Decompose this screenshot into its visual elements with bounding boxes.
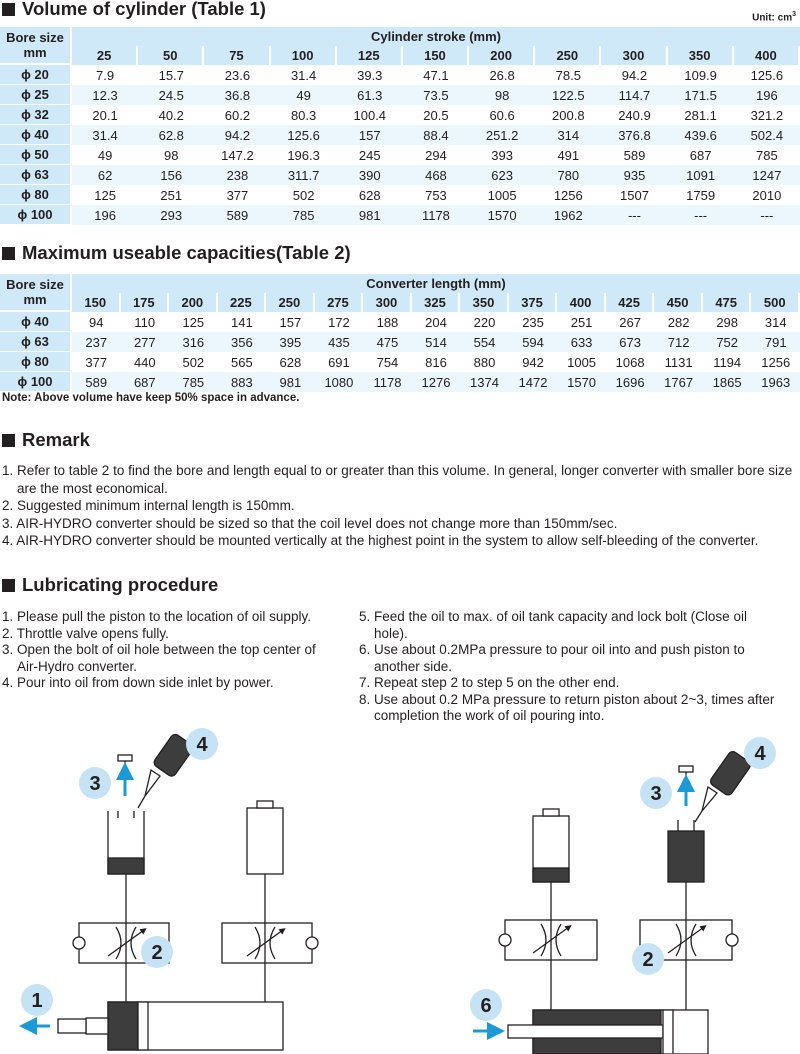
value-cell: 491 bbox=[535, 145, 601, 165]
value-cell: 20.5 bbox=[403, 105, 469, 125]
value-cell: 78.5 bbox=[535, 65, 601, 85]
value-cell: 377 bbox=[204, 185, 270, 205]
table-row bbox=[0, 125, 800, 145]
value-cell: 435 bbox=[315, 332, 364, 352]
lubricating-steps-left bbox=[2, 609, 332, 692]
value-cell: 47.1 bbox=[403, 65, 469, 85]
svg-text:4: 4 bbox=[754, 743, 766, 765]
column-group-header: Cylinder stroke (mm) bbox=[72, 27, 800, 46]
svg-text:6: 6 bbox=[480, 995, 492, 1017]
remark-item: 4. AIR-HYDRO converter should be mounted vertically at the highest point in the system to allow self-bleeding of the converter. bbox=[2, 533, 759, 548]
value-cell: 15.7 bbox=[138, 65, 204, 85]
value-cell: 1247 bbox=[734, 165, 800, 185]
lubricating-steps-right bbox=[359, 609, 784, 725]
table-row bbox=[0, 352, 800, 372]
value-cell: 80.3 bbox=[271, 105, 337, 125]
value-cell: 981 bbox=[266, 372, 315, 392]
value-cell: 196 bbox=[72, 205, 138, 225]
value-cell: 356 bbox=[218, 332, 267, 352]
column-header: 125 bbox=[337, 46, 403, 65]
value-cell: 12.3 bbox=[72, 85, 138, 105]
bore-cell: ϕ 100 bbox=[0, 372, 72, 392]
column-header: 200 bbox=[169, 293, 218, 312]
value-cell: 110 bbox=[121, 312, 170, 332]
value-cell: 311.7 bbox=[271, 165, 337, 185]
column-header: 250 bbox=[266, 293, 315, 312]
row-header: Bore size mm bbox=[0, 27, 72, 65]
value-cell: 468 bbox=[403, 165, 469, 185]
value-cell: 633 bbox=[557, 332, 606, 352]
cylinder-right bbox=[508, 1010, 708, 1054]
value-cell: 816 bbox=[412, 352, 461, 372]
table2-title: Maximum useable capacities(Table 2) bbox=[2, 242, 351, 264]
column-header: 400 bbox=[734, 46, 800, 65]
throttle-valve-left-b bbox=[222, 923, 318, 963]
remark-title: Remark bbox=[2, 429, 90, 451]
lubricating-step: 1. Please pull the piston to the location of oil supply. bbox=[2, 609, 311, 624]
value-cell: 785 bbox=[271, 205, 337, 225]
column-header: 300 bbox=[601, 46, 667, 65]
value-cell: 1759 bbox=[668, 185, 734, 205]
value-cell: 376.8 bbox=[601, 125, 667, 145]
value-cell: 935 bbox=[601, 165, 667, 185]
bore-cell: ϕ 80 bbox=[0, 185, 72, 205]
svg-text:3: 3 bbox=[650, 783, 662, 805]
value-cell: 390 bbox=[337, 165, 403, 185]
bore-cell: ϕ 80 bbox=[0, 352, 72, 372]
column-header: 300 bbox=[363, 293, 412, 312]
value-cell: 238 bbox=[204, 165, 270, 185]
value-cell: 196 bbox=[734, 85, 800, 105]
value-cell: 942 bbox=[509, 352, 558, 372]
value-cell: 26.8 bbox=[469, 65, 535, 85]
table2-note: Note: Above volume have keep 50% space in advance. bbox=[2, 392, 300, 404]
column-header: 200 bbox=[469, 46, 535, 65]
table-row bbox=[0, 145, 800, 165]
table-row bbox=[0, 65, 800, 85]
value-cell: 440 bbox=[121, 352, 170, 372]
lubricating-step: 6. Use about 0.2MPa pressure to pour oil into and push piston to another side. bbox=[359, 642, 745, 674]
bore-cell: ϕ 32 bbox=[0, 105, 72, 125]
step-badge-3 bbox=[79, 767, 111, 799]
lubricating-step: 4. Pour into oil from down side inlet by power. bbox=[2, 675, 274, 690]
lubricating-title: Lubricating procedure bbox=[2, 574, 218, 596]
value-cell: 754 bbox=[363, 352, 412, 372]
value-cell: 157 bbox=[337, 125, 403, 145]
value-cell: 157 bbox=[266, 312, 315, 332]
throttle-valve-right-a bbox=[499, 920, 597, 960]
value-cell: 245 bbox=[337, 145, 403, 165]
svg-text:3: 3 bbox=[89, 773, 101, 795]
value-cell: 589 bbox=[601, 145, 667, 165]
value-cell: 1080 bbox=[315, 372, 364, 392]
value-cell: 235 bbox=[509, 312, 558, 332]
value-cell: 114.7 bbox=[601, 85, 667, 105]
value-cell: 752 bbox=[703, 332, 752, 352]
oil-bolt-left bbox=[118, 755, 132, 761]
oil-bolt-right bbox=[679, 766, 693, 772]
value-cell: 88.4 bbox=[403, 125, 469, 145]
value-cell: 98 bbox=[138, 145, 204, 165]
value-cell: 880 bbox=[460, 352, 509, 372]
bore-cell: ϕ 100 bbox=[0, 205, 72, 225]
value-cell: 49 bbox=[72, 145, 138, 165]
value-cell: 94 bbox=[72, 312, 121, 332]
column-header: 100 bbox=[271, 46, 337, 65]
unit-label: Unit: $cm^3$ bbox=[752, 11, 796, 24]
value-cell: 321.2 bbox=[734, 105, 800, 125]
bore-cell: ϕ 40 bbox=[0, 312, 72, 332]
value-cell: 94.2 bbox=[204, 125, 270, 145]
value-cell: 293 bbox=[138, 205, 204, 225]
value-cell: 98 bbox=[469, 85, 535, 105]
value-cell: 1178 bbox=[403, 205, 469, 225]
table-row bbox=[0, 312, 800, 332]
value-cell: 237 bbox=[72, 332, 121, 352]
table-row bbox=[0, 332, 800, 352]
step-badge-4 bbox=[744, 737, 776, 769]
value-cell: 316 bbox=[169, 332, 218, 352]
lubricating-step: 7. Repeat step 2 to step 5 on the other end. bbox=[359, 675, 620, 690]
column-header: 50 bbox=[138, 46, 204, 65]
column-header: 325 bbox=[412, 293, 461, 312]
capacity-table bbox=[0, 274, 800, 392]
value-cell: 687 bbox=[121, 372, 170, 392]
value-cell: 687 bbox=[668, 145, 734, 165]
value-cell: 125.6 bbox=[271, 125, 337, 145]
row-header: Bore size mm bbox=[0, 274, 72, 312]
step-badge-6 bbox=[470, 989, 502, 1021]
value-cell: 565 bbox=[218, 352, 267, 372]
value-cell: 31.4 bbox=[72, 125, 138, 145]
value-cell: 141 bbox=[218, 312, 267, 332]
value-cell: 94.2 bbox=[601, 65, 667, 85]
bore-cell: ϕ 40 bbox=[0, 125, 72, 145]
bore-cell: ϕ 25 bbox=[0, 85, 72, 105]
converter-right-a bbox=[533, 809, 569, 882]
value-cell: 780 bbox=[535, 165, 601, 185]
section-square-icon bbox=[2, 434, 15, 447]
converter-left-b bbox=[247, 801, 283, 874]
column-header: 450 bbox=[654, 293, 703, 312]
step-badge-2 bbox=[141, 936, 173, 968]
value-cell: 200.8 bbox=[535, 105, 601, 125]
svg-text:2: 2 bbox=[151, 942, 163, 964]
value-cell: 7.9 bbox=[72, 65, 138, 85]
value-cell: 1962 bbox=[535, 205, 601, 225]
value-cell: 220 bbox=[460, 312, 509, 332]
value-cell: 100.4 bbox=[337, 105, 403, 125]
section-square-icon bbox=[2, 579, 15, 592]
value-cell: 298 bbox=[703, 312, 752, 332]
column-header: 425 bbox=[606, 293, 655, 312]
value-cell: 475 bbox=[363, 332, 412, 352]
bore-cell: ϕ 50 bbox=[0, 145, 72, 165]
table-row bbox=[0, 205, 800, 225]
column-header: 175 bbox=[121, 293, 170, 312]
value-cell: 502 bbox=[271, 185, 337, 205]
bore-cell: ϕ 63 bbox=[0, 332, 72, 352]
value-cell: 594 bbox=[509, 332, 558, 352]
value-cell: 204 bbox=[412, 312, 461, 332]
value-cell: 1696 bbox=[606, 372, 655, 392]
table-row bbox=[0, 185, 800, 205]
value-cell: 691 bbox=[315, 352, 364, 372]
value-cell: 125 bbox=[169, 312, 218, 332]
value-cell: 1472 bbox=[509, 372, 558, 392]
value-cell: 1276 bbox=[412, 372, 461, 392]
value-cell: 395 bbox=[266, 332, 315, 352]
volume-table bbox=[0, 27, 800, 225]
value-cell: 23.6 bbox=[204, 65, 270, 85]
value-cell: 883 bbox=[218, 372, 267, 392]
column-header: 75 bbox=[204, 46, 270, 65]
step-badge-2 bbox=[632, 943, 664, 975]
value-cell: 73.5 bbox=[403, 85, 469, 105]
value-cell: 589 bbox=[204, 205, 270, 225]
value-cell: 1865 bbox=[703, 372, 752, 392]
step-badge-1 bbox=[21, 984, 53, 1016]
value-cell: 502.4 bbox=[734, 125, 800, 145]
value-cell: 791 bbox=[751, 332, 800, 352]
value-cell: 1507 bbox=[601, 185, 667, 205]
svg-text:2: 2 bbox=[642, 949, 654, 971]
column-header: 475 bbox=[703, 293, 752, 312]
value-cell: 267 bbox=[606, 312, 655, 332]
value-cell: 281.1 bbox=[668, 105, 734, 125]
value-cell: 1194 bbox=[703, 352, 752, 372]
value-cell: 24.5 bbox=[138, 85, 204, 105]
column-header: 250 bbox=[535, 46, 601, 65]
lubrication-diagram bbox=[0, 728, 800, 1054]
oil-bottle-right bbox=[695, 750, 752, 822]
value-cell: 1005 bbox=[469, 185, 535, 205]
value-cell: 251.2 bbox=[469, 125, 535, 145]
value-cell: 439.6 bbox=[668, 125, 734, 145]
value-cell: 40.2 bbox=[138, 105, 204, 125]
value-cell: 61.3 bbox=[337, 85, 403, 105]
value-cell: 109.9 bbox=[668, 65, 734, 85]
column-header: 375 bbox=[509, 293, 558, 312]
value-cell: --- bbox=[668, 205, 734, 225]
value-cell: 251 bbox=[557, 312, 606, 332]
value-cell: 60.6 bbox=[469, 105, 535, 125]
value-cell: 49 bbox=[271, 85, 337, 105]
value-cell: 514 bbox=[412, 332, 461, 352]
value-cell: --- bbox=[601, 205, 667, 225]
table1-title: Volume of cylinder (Table 1) bbox=[2, 0, 266, 20]
column-header: 150 bbox=[72, 293, 121, 312]
value-cell: 628 bbox=[337, 185, 403, 205]
column-header: 25 bbox=[72, 46, 138, 65]
lubricating-step: 3. Open the bolt of oil hole between the top center of Air-Hydro converter. bbox=[2, 642, 316, 674]
value-cell: 554 bbox=[460, 332, 509, 352]
lubricating-step: 5. Feed the oil to max. of oil tank capacity and lock bolt (Close oil hole). bbox=[359, 609, 747, 641]
cylinder-left bbox=[58, 1002, 283, 1050]
value-cell: 39.3 bbox=[337, 65, 403, 85]
value-cell: 1570 bbox=[557, 372, 606, 392]
value-cell: 125 bbox=[72, 185, 138, 205]
value-cell: 1091 bbox=[668, 165, 734, 185]
value-cell: 196.3 bbox=[271, 145, 337, 165]
value-cell: 1131 bbox=[654, 352, 703, 372]
value-cell: 172 bbox=[315, 312, 364, 332]
value-cell: 1374 bbox=[460, 372, 509, 392]
column-header: 500 bbox=[751, 293, 800, 312]
table-row bbox=[0, 85, 800, 105]
bore-cell: ϕ 20 bbox=[0, 65, 72, 85]
value-cell: 393 bbox=[469, 145, 535, 165]
column-header: 400 bbox=[557, 293, 606, 312]
column-header: 225 bbox=[218, 293, 267, 312]
value-cell: 188 bbox=[363, 312, 412, 332]
bore-cell: ϕ 63 bbox=[0, 165, 72, 185]
converter-left-a bbox=[108, 811, 144, 874]
value-cell: 1963 bbox=[751, 372, 800, 392]
value-cell: 1570 bbox=[469, 205, 535, 225]
value-cell: 36.8 bbox=[204, 85, 270, 105]
value-cell: 62 bbox=[72, 165, 138, 185]
value-cell: 240.9 bbox=[601, 105, 667, 125]
value-cell: 314 bbox=[535, 125, 601, 145]
value-cell: 31.4 bbox=[271, 65, 337, 85]
value-cell: 282 bbox=[654, 312, 703, 332]
value-cell: 2010 bbox=[734, 185, 800, 205]
value-cell: 251 bbox=[138, 185, 204, 205]
value-cell: 20.1 bbox=[72, 105, 138, 125]
value-cell: --- bbox=[734, 205, 800, 225]
value-cell: 785 bbox=[169, 372, 218, 392]
step-badge-3 bbox=[640, 777, 672, 809]
section-square-icon bbox=[2, 247, 15, 260]
remark-item: 1. Refer to table 2 to find the bore and length equal to or greater than this volume. In general, longer converter with smaller bore size are the most economical. bbox=[2, 463, 793, 496]
remark-item: 3. AIR-HYDRO converter should be sized so that the coil level does not change more than 150mm/sec. bbox=[2, 515, 618, 531]
value-cell: 673 bbox=[606, 332, 655, 352]
value-cell: 502 bbox=[169, 352, 218, 372]
value-cell: 294 bbox=[403, 145, 469, 165]
table-row bbox=[0, 372, 800, 392]
value-cell: 156 bbox=[138, 165, 204, 185]
value-cell: 1767 bbox=[654, 372, 703, 392]
value-cell: 314 bbox=[751, 312, 800, 332]
value-cell: 147.2 bbox=[204, 145, 270, 165]
value-cell: 171.5 bbox=[668, 85, 734, 105]
column-header: 275 bbox=[315, 293, 364, 312]
step-badge-4 bbox=[186, 728, 218, 760]
svg-text:1: 1 bbox=[31, 990, 43, 1012]
value-cell: 712 bbox=[654, 332, 703, 352]
value-cell: 589 bbox=[72, 372, 121, 392]
value-cell: 628 bbox=[266, 352, 315, 372]
value-cell: 785 bbox=[734, 145, 800, 165]
lubricating-step: 8. Use about 0.2 MPa pressure to return piston about 2~3, times after completion the work of oil pouring into. bbox=[359, 691, 775, 723]
value-cell: 377 bbox=[72, 352, 121, 372]
column-group-header: Converter length (mm) bbox=[72, 274, 800, 293]
value-cell: 1178 bbox=[363, 372, 412, 392]
value-cell: 981 bbox=[337, 205, 403, 225]
value-cell: 753 bbox=[403, 185, 469, 205]
value-cell: 125.6 bbox=[734, 65, 800, 85]
remark-item: 2. Suggested minimum internal length is 150mm. bbox=[2, 498, 295, 513]
column-header: 350 bbox=[460, 293, 509, 312]
converter-right-b bbox=[668, 820, 704, 882]
remark-list bbox=[2, 462, 800, 550]
value-cell: 1005 bbox=[557, 352, 606, 372]
value-cell: 277 bbox=[121, 332, 170, 352]
value-cell: 1068 bbox=[606, 352, 655, 372]
value-cell: 623 bbox=[469, 165, 535, 185]
section-square-icon bbox=[2, 3, 15, 16]
svg-text:4: 4 bbox=[196, 734, 208, 756]
table-row bbox=[0, 105, 800, 125]
value-cell: 1256 bbox=[535, 185, 601, 205]
column-header: 150 bbox=[403, 46, 469, 65]
column-header: 350 bbox=[668, 46, 734, 65]
table-row bbox=[0, 165, 800, 185]
value-cell: 60.2 bbox=[204, 105, 270, 125]
value-cell: 122.5 bbox=[535, 85, 601, 105]
value-cell: 1256 bbox=[751, 352, 800, 372]
lubricating-step: 2. Throttle valve opens fully. bbox=[2, 625, 169, 641]
value-cell: 62.8 bbox=[138, 125, 204, 145]
